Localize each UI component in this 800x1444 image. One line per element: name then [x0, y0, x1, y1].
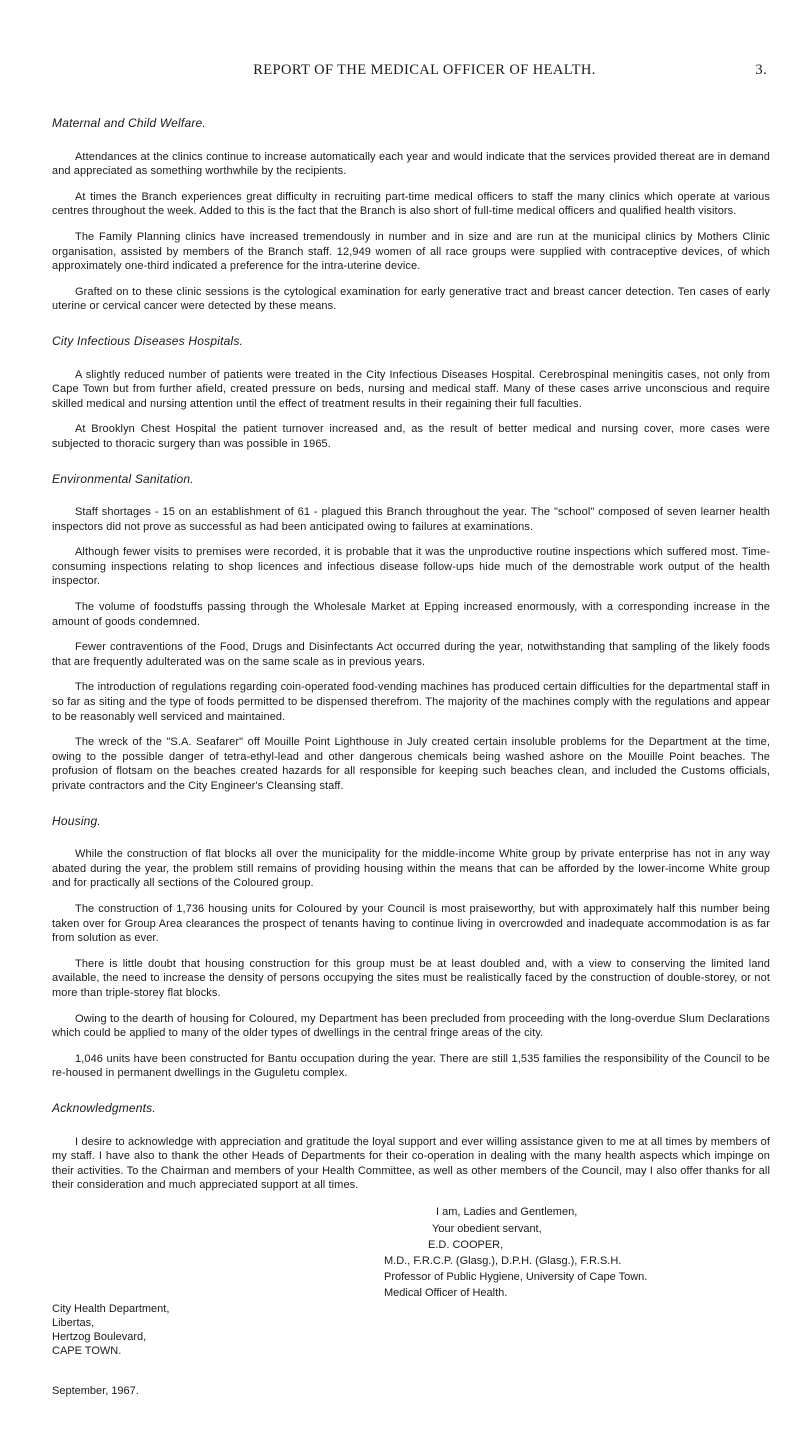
- paragraph: At Brooklyn Chest Hospital the patient turnover increased and, as the result of better medical and nursing cover, more cases were subjected to thoracic surgery than was possible in 1965.: [52, 423, 770, 450]
- paragraph: There is little doubt that housing construction for this group must be at least doubled and, with a view to conserving the limited land available, the need to increase the density of persons occupying the sites must be realistically faced by the construction of double-storey, or not more than triple-storey flat blocks.: [52, 957, 770, 999]
- closing-block: [52, 1204, 770, 1444]
- paragraph: Attendances at the clinics continue to increase automatically each year and would indicate that the services provided thereat are in demand and appreciated as something worthwhile by the recipients.: [52, 150, 770, 178]
- closing-servant: Your obedient servant,: [432, 1222, 542, 1235]
- paragraph: The wreck of the "S.A. Seafarer" off Mouille Point Lighthouse in July created certain insoluble problems for the Department at the time, owing to the possible danger of tetra-ethyl-lead and other dangerous chemicals being washed ashore on the Mouille Point beaches. The profusion of flotsam on the beaches created hazards for all responsible for keeping such beaches clean, and included the Customs officials, private contractors and the City Engineer's Cleansing staff.: [52, 736, 770, 792]
- signature-block: [384, 1221, 647, 1301]
- section-heading-infectious: City Infectious Diseases Hospitals.: [52, 333, 244, 348]
- address-line: Hertzog Boulevard,: [52, 1330, 147, 1343]
- address-line: Libertas,: [52, 1316, 95, 1329]
- report-title: REPORT OF THE MEDICAL OFFICER OF HEALTH.: [253, 62, 596, 78]
- section-heading-maternal: Maternal and Child Welfare.: [52, 116, 206, 130]
- paragraph: At times the Branch experiences great difficulty in recruiting part-time medical officers to staff the many clinics which operate at various centres throughout the week. Added to this is the fact that the Branch is also short of full-time medical officers and qualified health visitors.: [52, 190, 770, 218]
- page-number: 3.: [755, 62, 767, 78]
- section-heading-sanitation: Environmental Sanitation.: [52, 471, 194, 486]
- paragraph: The construction of 1,736 housing units for Coloured by your Council is most praiseworthy, but with approximately half this number being taken over for Group Area clearances the prospect of tenants having to continue living in overcrowded and inadequate accommodation is as far from solution as ever.: [52, 902, 770, 945]
- paragraph: Fewer contraventions of the Food, Drugs and Disinfectants Act occurred during the year, notwithstanding that sampling of the likely foods that are frequently adulterated was on the same scale as in previous years.: [52, 641, 770, 668]
- report-body: [52, 116, 770, 1444]
- paragraph: I desire to acknowledge with appreciation and gratitude the loyal support and ever willing assistance given to me at all times by members of my staff. I have also to thank the other Heads of Departments for their co-operation in dealing with the many health aspects which impinge on their activities. To the Chairman and members of your Health Committee, as well as other members of the Council, may I also offer thanks for all their consideration and much appreciated support at all times.: [52, 1135, 770, 1192]
- signatory-office: Medical Officer of Health.: [384, 1286, 508, 1299]
- sender-address: [52, 1302, 169, 1358]
- signatory-degrees: M.D., F.R.C.P. (Glasg.), D.P.H. (Glasg.), F.R.S.H.: [384, 1254, 622, 1267]
- paragraph: Grafted on to these clinic sessions is the cytological examination for early generative tract and breast cancer detection. Ten cases of early uterine or cervical cancer were detected by these means.: [52, 285, 770, 313]
- section-heading-housing: Housing.: [52, 813, 101, 828]
- paragraph: The Family Planning clinics have increased tremendously in number and in size and are run at the municipal clinics by Mothers Clinic organisation, assisted by members of the Branch staff. 12,949 women of all race groups were supplied with contraceptive devices, of which approximately one-third indicated a preference for the intra-uterine device.: [52, 230, 770, 273]
- section-heading-acknowledgments: Acknowledgments.: [52, 1100, 156, 1115]
- signatory-professorship: Professor of Public Hygiene, University of Cape Town.: [384, 1270, 648, 1283]
- paragraph: The volume of foodstuffs passing through the Wholesale Market at Epping increased enormously, with a corresponding increase in the amount of goods condemned.: [52, 601, 770, 628]
- page-header: [82, 62, 767, 82]
- paragraph: The introduction of regulations regarding coin-operated food-vending machines has produced certain difficulties for the departmental staff in so far as siting and the type of foods permitted to be dispensed therefrom. The majority of the machines comply with the regulations and appear to be reasonably well serviced and maintained.: [52, 681, 770, 723]
- address-line: City Health Department,: [52, 1302, 170, 1315]
- paragraph: Although fewer visits to premises were recorded, it is probable that it was the unproductive routine inspections which suffered most. Time-consuming inspections relating to shop licences and infectious disease follow-ups hide much of the demostrable work output of the health inspector.: [52, 546, 770, 588]
- paragraph: A slightly reduced number of patients were treated in the City Infectious Diseases Hospital. Cerebrospinal meningitis cases, not only from Cape Town but from further afield, created pressure on beds, nursing and medical staff. Many of these cases arrive unconscious and require skilled medical and nursing attention until the effect of treatment results in their regaining their full faculties.: [52, 368, 770, 410]
- signatory-name: E.D. COOPER,: [428, 1238, 504, 1251]
- closing-greeting: I am, Ladies and Gentlemen,: [436, 1205, 578, 1218]
- paragraph: While the construction of flat blocks all over the municipality for the middle-income White group by private enterprise has not in any way abated during the year, the problem still remains of providing housing within the means that can be afforded by the lower-income White group and for practically all sections of the Coloured group.: [52, 848, 770, 890]
- paragraph: Owing to the dearth of housing for Coloured, my Department has been precluded from proceeding with the long-overdue Slum Declarations which could be applied to many of the older types of dwellings in the central fringe areas of the city.: [52, 1012, 770, 1040]
- letter-date: September, 1967.: [52, 1384, 139, 1397]
- address-line: CAPE TOWN.: [52, 1344, 122, 1357]
- paragraph: 1,046 units have been constructed for Bantu occupation during the year. There are still 1,535 families the responsibility of the Council to be re-housed in permanent dwellings in the Guguletu complex.: [52, 1052, 770, 1080]
- paragraph: Staff shortages - 15 on an establishment of 61 - plagued this Branch throughout the year. The "school" composed of seven learner health inspectors did not prove as successful as had been anticipated owing to failures at examinations.: [52, 506, 770, 533]
